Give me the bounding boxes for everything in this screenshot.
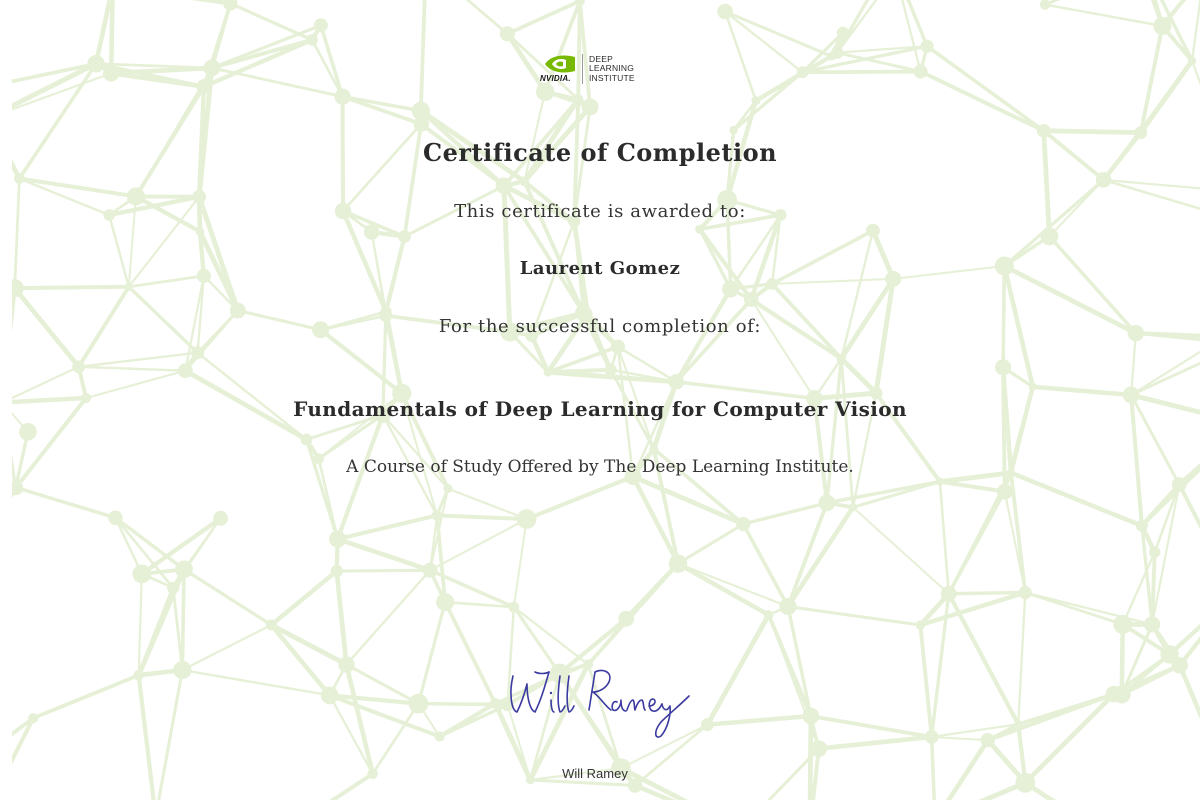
network-node bbox=[779, 598, 796, 615]
network-node bbox=[72, 360, 85, 373]
network-node bbox=[409, 694, 429, 714]
network-node bbox=[1172, 477, 1187, 492]
network-edge bbox=[16, 487, 116, 517]
network-edge bbox=[827, 359, 841, 503]
network-node bbox=[1014, 720, 1022, 728]
network-edge bbox=[1025, 593, 1152, 625]
network-edge bbox=[115, 518, 184, 570]
course-subtitle: A Course of Study Offered by The Deep Learning Institute. bbox=[346, 457, 854, 477]
dli-wordmark bbox=[589, 55, 635, 84]
network-node bbox=[314, 18, 328, 32]
network-node bbox=[1106, 686, 1122, 702]
network-node bbox=[837, 27, 849, 39]
network-edge bbox=[271, 571, 336, 625]
network-edge bbox=[633, 477, 743, 524]
network-edge bbox=[1122, 624, 1123, 694]
network-node bbox=[866, 224, 880, 238]
network-edge bbox=[1004, 180, 1103, 266]
network-node bbox=[729, 126, 738, 135]
network-node bbox=[1041, 227, 1059, 245]
network-edge bbox=[346, 570, 430, 664]
network-edge bbox=[1045, 0, 1144, 5]
network-edge bbox=[271, 625, 346, 665]
network-node bbox=[331, 565, 343, 577]
network-edge bbox=[949, 594, 1019, 724]
dli-line-learning: LEARNING bbox=[589, 63, 635, 74]
network-node bbox=[797, 66, 809, 78]
network-edge bbox=[1179, 485, 1200, 594]
network-edge bbox=[421, 0, 426, 111]
network-node bbox=[1037, 124, 1051, 138]
network-edge bbox=[743, 503, 827, 524]
network-node bbox=[203, 60, 220, 77]
network-node bbox=[1019, 586, 1032, 599]
network-node bbox=[925, 730, 939, 744]
network-node bbox=[582, 98, 599, 115]
network-edge bbox=[1045, 0, 1140, 5]
nvidia-wordmark: NVIDIA. bbox=[540, 74, 571, 83]
network-node bbox=[173, 661, 191, 679]
network-edge bbox=[772, 279, 893, 284]
network-node bbox=[213, 511, 228, 526]
network-node bbox=[995, 359, 1011, 375]
network-edge bbox=[514, 607, 588, 664]
network-edge bbox=[19, 179, 136, 197]
network-node bbox=[803, 708, 820, 725]
network-edge bbox=[212, 68, 343, 97]
network-node bbox=[1029, 383, 1037, 391]
network-edge bbox=[79, 367, 186, 371]
network-edge bbox=[337, 570, 430, 571]
nvidia-dli-logo bbox=[540, 54, 635, 84]
network-edge bbox=[1192, 61, 1200, 192]
network-edge bbox=[514, 519, 527, 607]
network-node bbox=[668, 374, 684, 390]
network-node bbox=[334, 89, 350, 105]
network-edge bbox=[921, 72, 1044, 131]
network-node bbox=[997, 484, 1013, 500]
network-edge bbox=[338, 515, 437, 539]
network-node bbox=[611, 340, 625, 354]
network-edge bbox=[1033, 387, 1131, 395]
network-node bbox=[618, 611, 634, 627]
network-node bbox=[916, 620, 925, 629]
network-edge bbox=[743, 524, 788, 606]
dli-line-institute: INSTITUTE bbox=[589, 72, 635, 83]
network-node bbox=[398, 230, 411, 243]
network-node bbox=[132, 564, 151, 583]
network-node bbox=[175, 560, 193, 578]
network-node bbox=[573, 94, 583, 104]
network-edge bbox=[676, 300, 751, 382]
network-node bbox=[819, 494, 836, 511]
network-edge bbox=[1104, 180, 1200, 192]
network-edge bbox=[892, 0, 921, 72]
network-node bbox=[536, 83, 554, 101]
network-edge bbox=[1011, 473, 1142, 526]
network-edge bbox=[33, 675, 138, 718]
network-node bbox=[766, 278, 778, 290]
network-edge bbox=[15, 287, 129, 288]
network-edge bbox=[79, 353, 198, 367]
network-edge bbox=[725, 12, 831, 57]
network-edge bbox=[527, 477, 633, 519]
network-edge bbox=[940, 482, 1005, 492]
network-node bbox=[338, 656, 354, 672]
network-edge bbox=[678, 524, 743, 564]
network-node bbox=[1144, 616, 1160, 632]
network-edge bbox=[819, 737, 932, 749]
logo-divider bbox=[582, 54, 583, 84]
network-edge bbox=[927, 46, 1044, 131]
network-edge bbox=[588, 564, 678, 665]
network-node bbox=[178, 363, 193, 378]
network-edge bbox=[182, 625, 271, 670]
network-node bbox=[125, 283, 133, 291]
network-node bbox=[831, 46, 843, 58]
network-node bbox=[669, 554, 687, 572]
network-edge bbox=[1131, 337, 1200, 395]
network-node bbox=[191, 346, 204, 359]
network-edge bbox=[430, 519, 527, 570]
signer-name: Will Ramey bbox=[562, 766, 628, 781]
network-node bbox=[108, 511, 122, 525]
network-edge bbox=[182, 569, 184, 670]
network-edge bbox=[113, 0, 231, 3]
network-edge bbox=[949, 593, 1026, 594]
network-node bbox=[649, 444, 658, 453]
network-edge bbox=[139, 675, 156, 800]
network-node bbox=[544, 368, 553, 377]
network-edge bbox=[86, 371, 185, 398]
network-node bbox=[196, 227, 205, 236]
handwritten-signature bbox=[505, 662, 695, 742]
network-node bbox=[920, 40, 933, 53]
network-edge bbox=[707, 716, 810, 725]
network-edge bbox=[853, 507, 949, 593]
network-node bbox=[849, 503, 857, 511]
network-node bbox=[28, 713, 38, 723]
network-node bbox=[722, 280, 739, 297]
network-node bbox=[914, 65, 928, 79]
dli-line-deep: DEEP bbox=[589, 53, 613, 64]
network-edge bbox=[437, 515, 527, 519]
network-node bbox=[19, 423, 37, 441]
network-edge bbox=[837, 0, 891, 53]
network-edge bbox=[346, 665, 372, 774]
network-node bbox=[936, 478, 944, 486]
network-node bbox=[941, 586, 957, 602]
network-node bbox=[103, 65, 120, 82]
network-node bbox=[1188, 57, 1196, 65]
network-edge bbox=[920, 625, 931, 737]
network-node bbox=[434, 731, 444, 741]
network-edge bbox=[841, 359, 876, 394]
nvidia-eye-icon bbox=[540, 54, 578, 84]
network-edge bbox=[271, 625, 329, 695]
network-node bbox=[329, 531, 346, 548]
network-node bbox=[306, 34, 318, 46]
network-edge bbox=[1018, 593, 1025, 725]
completion-label: For the successful completion of: bbox=[438, 316, 762, 337]
network-node bbox=[432, 510, 442, 520]
network-edge bbox=[803, 72, 921, 73]
network-node bbox=[500, 26, 515, 41]
network-edge bbox=[338, 539, 430, 570]
network-edge bbox=[1192, 0, 1200, 61]
network-node bbox=[1113, 615, 1132, 634]
network-edge bbox=[841, 231, 873, 359]
network-edge bbox=[1142, 485, 1179, 526]
network-node bbox=[695, 225, 704, 234]
network-edge bbox=[182, 670, 329, 695]
network-node bbox=[736, 517, 750, 531]
network-node bbox=[751, 96, 760, 105]
network-node bbox=[443, 484, 452, 493]
network-edge bbox=[445, 602, 495, 703]
network-node bbox=[981, 733, 995, 747]
network-edge bbox=[707, 615, 768, 725]
network-node bbox=[836, 354, 846, 364]
network-node bbox=[517, 509, 537, 529]
network-edge bbox=[1045, 5, 1162, 26]
network-edge bbox=[678, 564, 788, 607]
network-node bbox=[196, 79, 211, 94]
network-node bbox=[1096, 172, 1112, 188]
recipient-name: Laurent Gomez bbox=[519, 258, 681, 279]
network-edge bbox=[932, 594, 949, 737]
network-edge bbox=[418, 602, 445, 704]
network-edge bbox=[1025, 783, 1120, 800]
network-edge bbox=[635, 785, 740, 800]
network-node bbox=[1153, 17, 1171, 35]
network-node bbox=[167, 582, 179, 594]
network-edge bbox=[676, 382, 814, 399]
certificate-title: Certificate of Completion bbox=[422, 138, 778, 167]
network-node bbox=[490, 698, 501, 709]
network-edge bbox=[788, 606, 920, 625]
network-edge bbox=[184, 569, 271, 625]
network-edge bbox=[337, 571, 347, 664]
network-edge bbox=[940, 482, 949, 594]
network-edge bbox=[932, 737, 988, 740]
network-edge bbox=[837, 0, 896, 53]
network-node bbox=[701, 718, 714, 731]
network-node bbox=[87, 55, 104, 72]
network-edge bbox=[678, 564, 769, 615]
network-node bbox=[605, 364, 617, 376]
network-node bbox=[413, 116, 429, 132]
network-node bbox=[1160, 645, 1178, 663]
network-node bbox=[364, 224, 379, 239]
network-edge bbox=[1044, 131, 1141, 133]
network-node bbox=[496, 178, 513, 195]
network-edge bbox=[139, 574, 142, 675]
network-edge bbox=[426, 0, 508, 34]
network-node bbox=[1136, 520, 1148, 532]
network-node bbox=[744, 292, 759, 307]
network-node bbox=[436, 593, 454, 611]
network-node bbox=[1149, 546, 1160, 557]
network-edge bbox=[751, 300, 814, 399]
network-node bbox=[301, 434, 313, 446]
network-edge bbox=[1131, 333, 1136, 395]
network-node bbox=[1040, 0, 1050, 10]
network-node bbox=[423, 563, 438, 578]
awarded-to-label: This certificate is awarded to: bbox=[454, 201, 746, 222]
network-node bbox=[519, 176, 529, 186]
network-node bbox=[223, 0, 237, 11]
network-node bbox=[14, 173, 25, 184]
network-node bbox=[133, 670, 143, 680]
network-edge bbox=[633, 477, 678, 564]
network-node bbox=[764, 610, 774, 620]
network-node bbox=[321, 686, 339, 704]
course-title: Fundamentals of Deep Learning for Computer Vision bbox=[293, 397, 907, 421]
network-edge bbox=[841, 359, 853, 508]
network-node bbox=[717, 4, 733, 20]
network-edge bbox=[1025, 783, 1096, 800]
network-edge bbox=[111, 0, 112, 73]
network-edge bbox=[811, 716, 932, 737]
network-node bbox=[266, 619, 277, 630]
network-node bbox=[508, 602, 519, 613]
network-node bbox=[810, 740, 827, 757]
